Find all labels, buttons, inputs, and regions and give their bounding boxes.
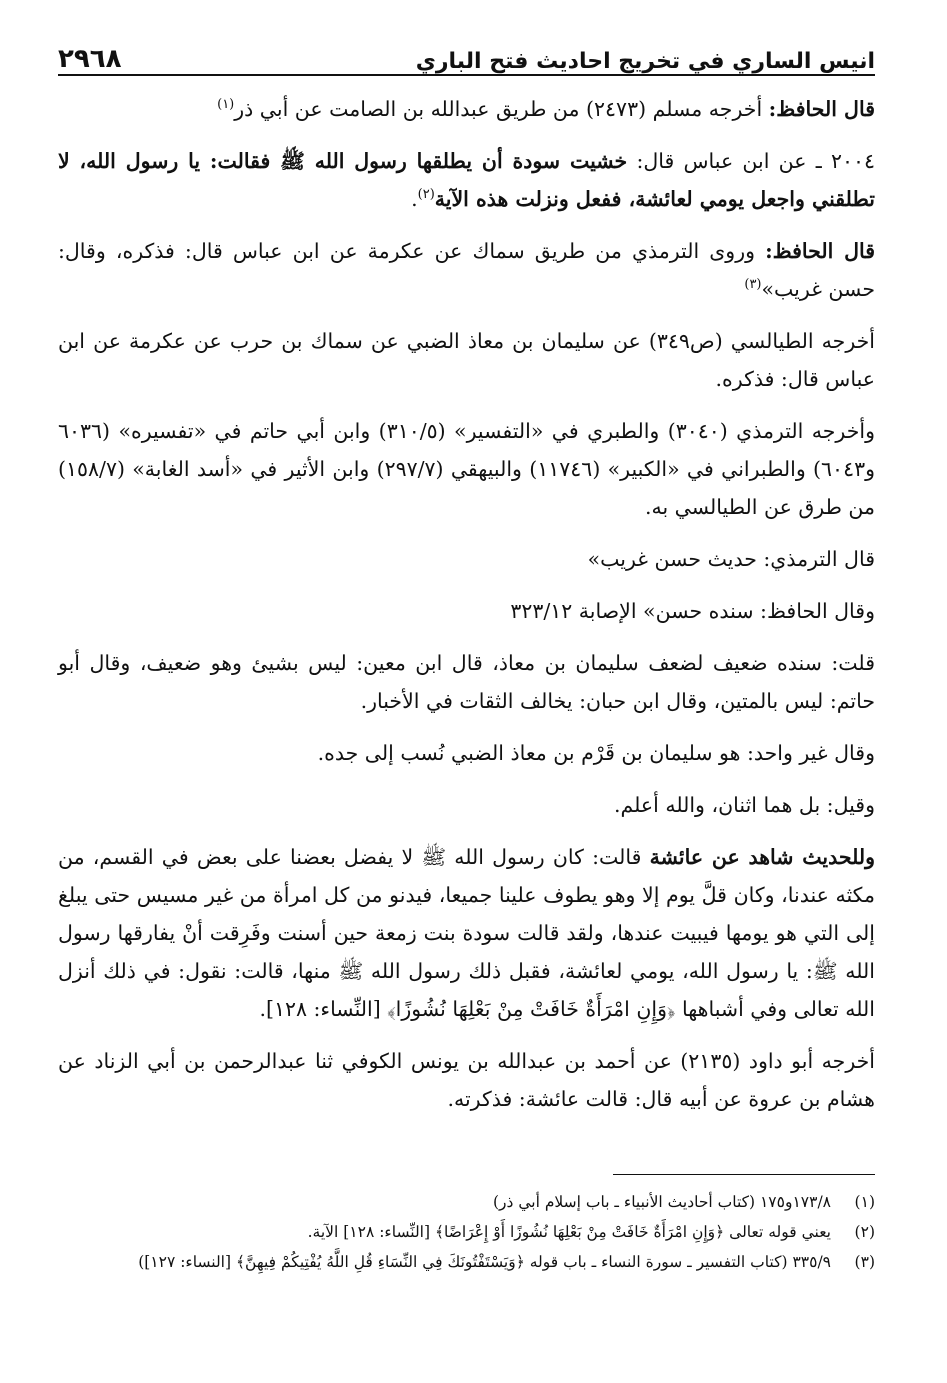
paragraph-hafiz-grade: وقال الحافظ: سنده حسن» الإصابة ٣٢٣/١٢ xyxy=(510,599,875,623)
footnote-number: (٣) xyxy=(854,1253,875,1271)
hadith-number-narrator: ٢٠٠٤ ـ عن ابن عباس قال: xyxy=(627,149,875,173)
footnote xyxy=(58,1217,875,1247)
footnote xyxy=(58,1247,875,1277)
paragraph-aisha-witness xyxy=(58,838,875,1028)
footnote-divider xyxy=(613,1174,875,1175)
paragraph-lead: قال الحافظ: xyxy=(765,239,876,263)
paragraph-text: وروى الترمذي من طريق سماك عن عكرمة عن ابن عباس قال: فذكره، وقال: حسن غريب» xyxy=(58,239,875,301)
page-header xyxy=(58,30,875,76)
footnote-ref-1: (١) xyxy=(217,97,235,113)
paragraph-alternate-view: وقيل: بل هما اثنان، والله أعلم. xyxy=(613,793,875,817)
paragraph-text: قالت: كان رسول الله ﷺ لا يفضل بعضنا على بعض في القسم، من مكثه عندنا، وكان قلَّ يوم إلا وهو يطوف علينا جميعا، فيدنو من كل امرأة من غير مسيس حتى يبلغ إلى التي هو يومها فيبيت عندها، ولقد قالت سودة بنت زمعة حين أسنت وفَرِقت أنْ يفارقها رسول الله ﷺ: يا رسول الله، يومي لعائشة، فقبل ذلك رسول الله ﷺ منها، قالت: نقول: في ذلك أنزل الله تعالى وفي أشباهها ﴿وَإِنِ امْرَأَةٌ خَافَتْ مِنْ بَعْلِهَا نُشُوزًا﴾ [النِّساء: ١٢٨]. xyxy=(58,845,875,1021)
page-number: ٢٩٦٨ xyxy=(58,44,122,74)
page-body xyxy=(58,90,875,1118)
footnote-number: (١) xyxy=(854,1193,875,1211)
paragraph-identity-note: وقال غير واحد: هو سليمان بن قَرْم بن معاذ الضبي نُسب إلى جده. xyxy=(317,741,875,765)
paragraph-author-note: قلت: سنده ضعيف لضعف سليمان بن معاذ، قال ابن معين: ليس بشيئ وهو ضعيف، وقال أبو حاتم: ليس بالمتين، وقال ابن حبان: يخالف الثقات في الأخبار. xyxy=(58,651,875,713)
paragraph-abu-dawud: أخرجه أبو داود (٢١٣٥) عن أحمد بن عبدالله بن يونس الكوفي ثنا عبدالرحمن بن أبي الزناد عن هشام بن عروة عن أبيه قال: قالت عائشة: فذكرته. xyxy=(58,1049,876,1111)
paragraph-tayalisi: أخرجه الطيالسي (ص٣٤٩) عن سليمان بن معاذ الضبي عن سماك بن حرب عن عكرمة عن ابن عباس قال: فذكره. xyxy=(58,329,876,391)
paragraph-takhrij: وأخرجه الترمذي (٣٠٤٠) والطبري في «التفسير» (٣١٠/٥) وابن أبي حاتم في «تفسيره» (٦٠٣٦ و٦٠٤٣) والطبراني في «الكبير» (١١٧٤٦) والبيهقي (٢٩٧/٧) وابن الأثير في «أسد الغابة» (١٥٨/٧) من طرق عن الطيالسي به. xyxy=(58,419,876,519)
paragraph-lead: وللحديث شاهد عن عائشة xyxy=(649,845,876,869)
footnote-text: يعني قوله تعالى ﴿وَإِنِ امْرَأَةٌ خَافَتْ مِنْ بَعْلِهَا نُشُوزًا أَوْ إِعْرَاضًا﴾ [النِّساء: ١٢٨] الآية. xyxy=(307,1223,831,1241)
book-page xyxy=(58,30,875,1363)
paragraph-hafiz-muslim xyxy=(58,90,875,128)
paragraph-hafiz-tirmidhi xyxy=(58,232,875,308)
paragraph-lead: قال الحافظ: xyxy=(768,97,875,121)
paragraph-text: أخرجه مسلم (٢٤٧٣) من طريق عبدالله بن الصامت عن أبي ذر xyxy=(234,97,769,121)
paragraph-tirmidhi-grade: قال الترمذي: حديث حسن غريب» xyxy=(587,547,875,571)
running-title: انيس الساري في تخريج احاديث فتح الباري xyxy=(415,49,875,74)
footnote-text: ٣٣٥/٩ (كتاب التفسير ـ سورة النساء ـ باب قوله ﴿وَيَسْتَفْتُونَكَ فِي النِّسَاءِ قُلِ اللَّهُ يُفْتِيكُمْ فِيهِنَّ﴾ [النساء: ١٢٧]) xyxy=(138,1253,831,1271)
footnote-number: (٢) xyxy=(854,1223,875,1241)
footnote-ref-3: (٣) xyxy=(744,277,762,293)
hadith-text: خشيت سودة أن يطلقها رسول الله ﷺ فقالت: يا رسول الله، لا تطلقني واجعل يومي لعائشة، ففعل ونزلت هذه الآية xyxy=(58,149,875,211)
footnote-ref-2: (٢) xyxy=(417,187,435,203)
hadith-tail: . xyxy=(411,187,418,211)
footnote xyxy=(58,1187,875,1217)
hadith-2004 xyxy=(58,142,875,218)
footnotes xyxy=(58,1187,875,1277)
footnote-text: ١٧٣/٨و١٧٥ (كتاب أحاديث الأنبياء ـ باب إسلام أبي ذر) xyxy=(492,1193,831,1211)
